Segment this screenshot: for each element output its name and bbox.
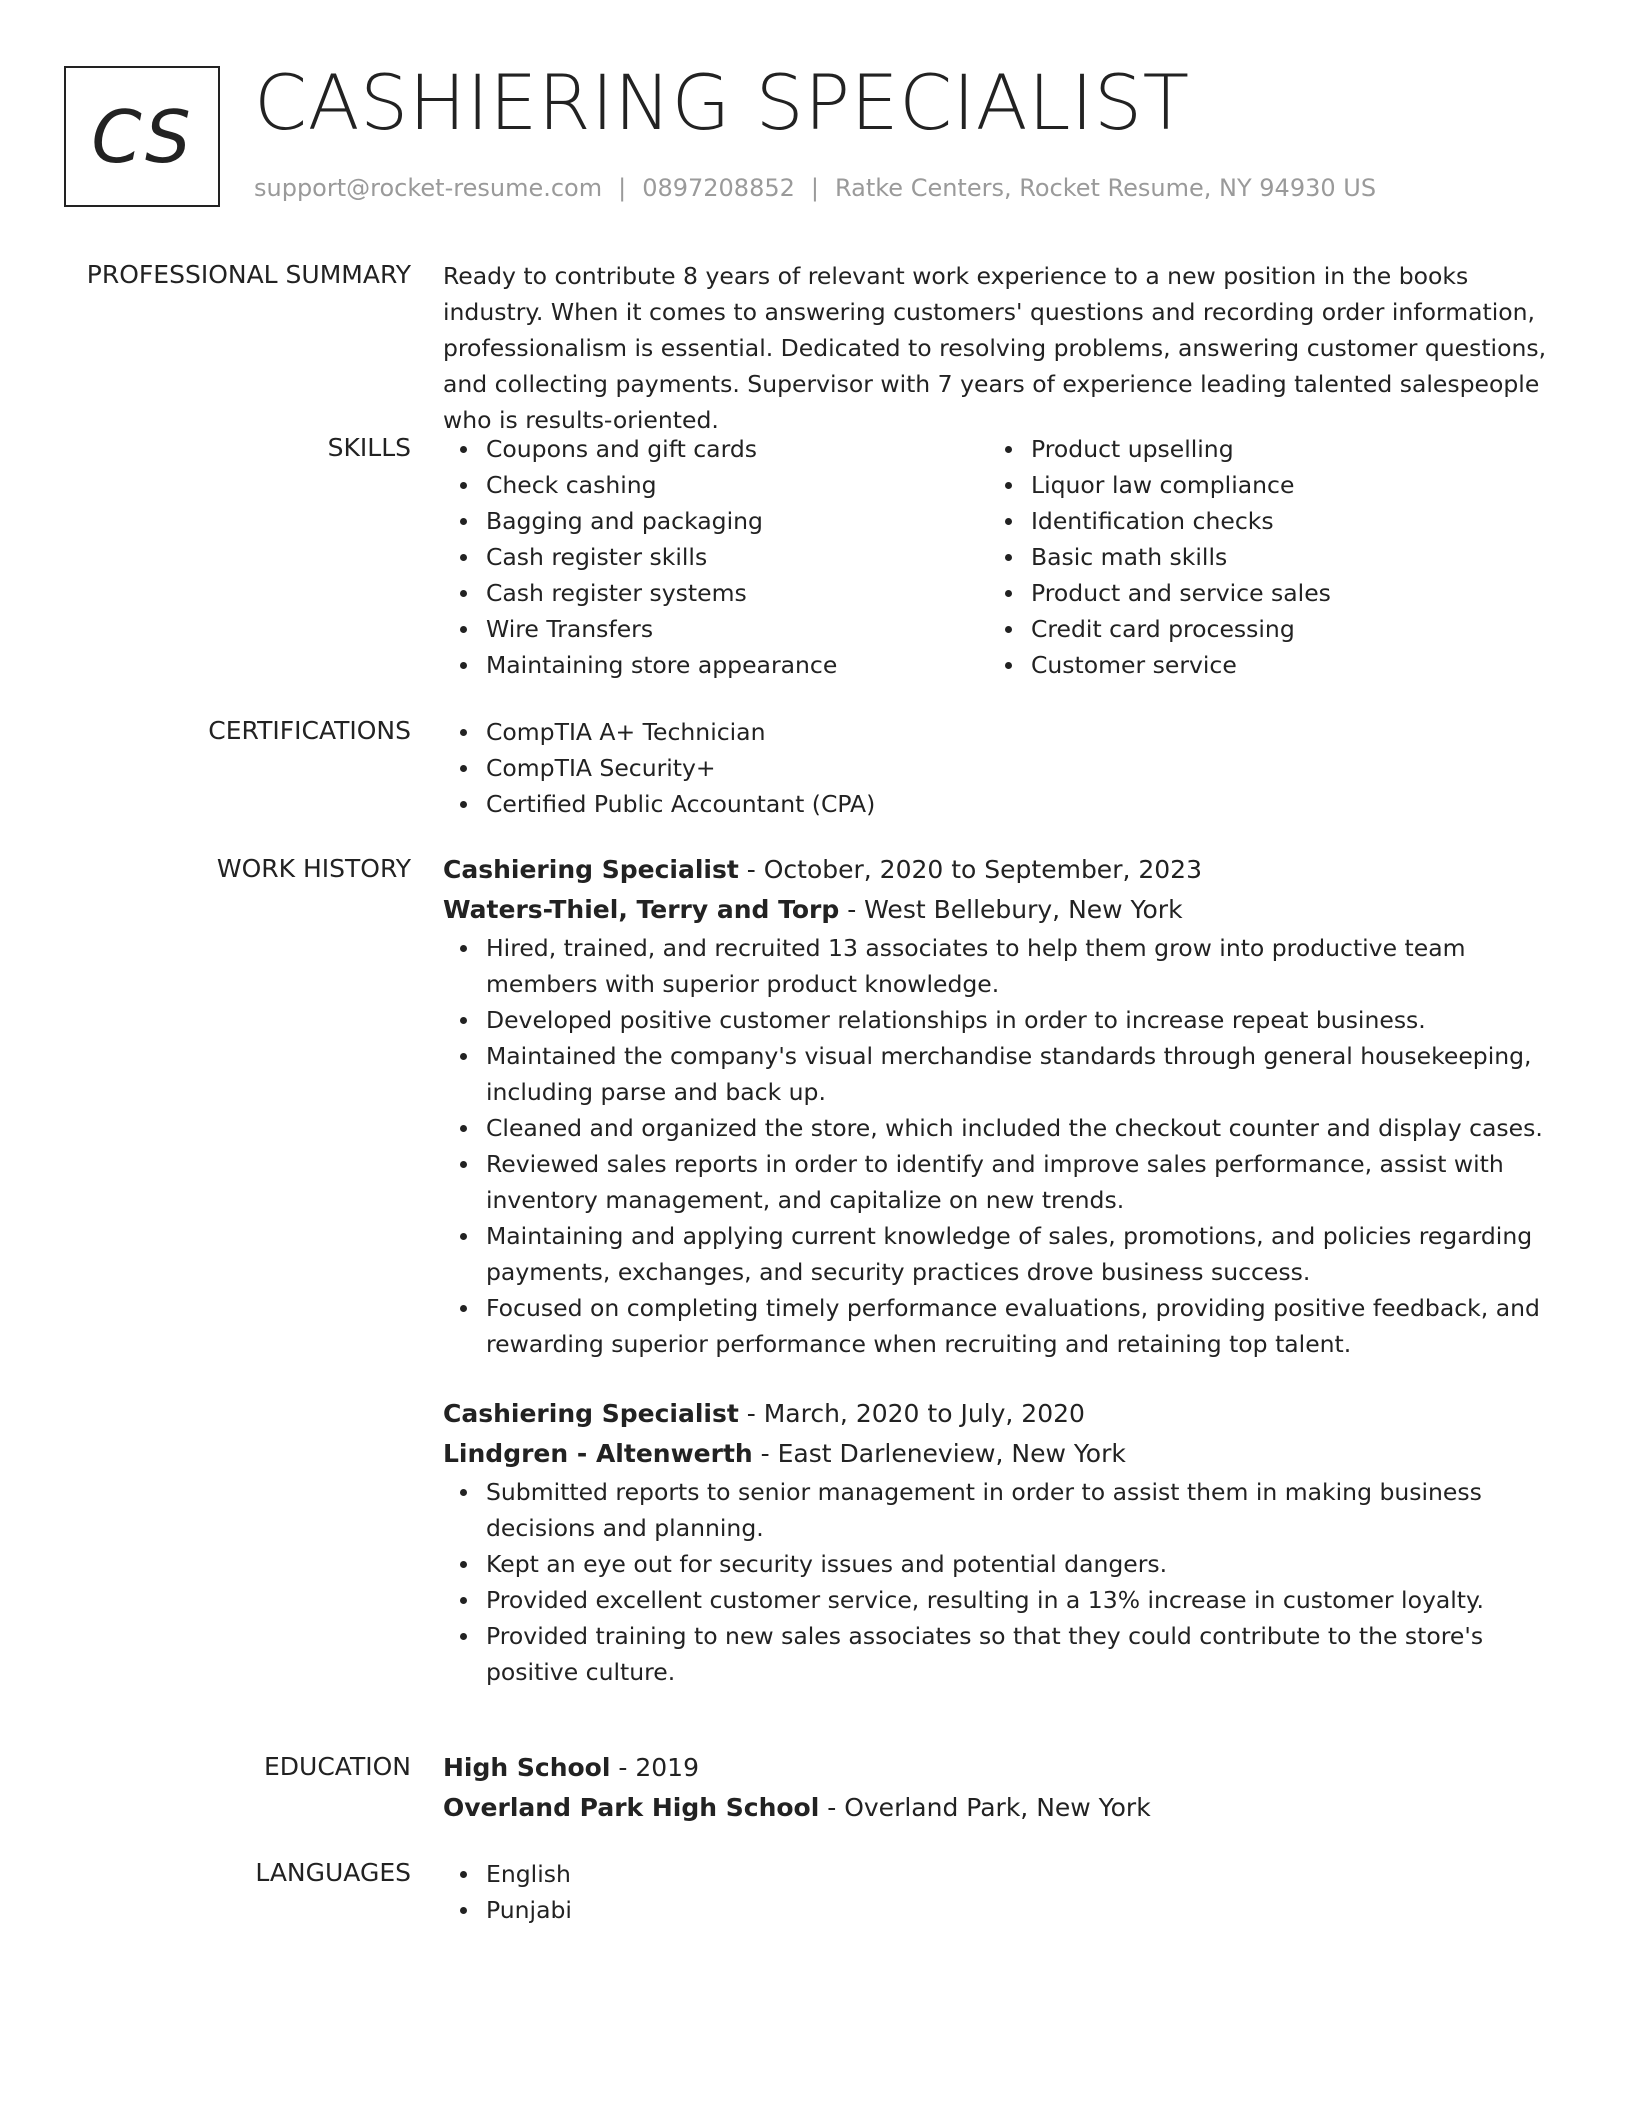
job-employer-line — [443, 890, 1553, 930]
contact-address: Ratke Centers, Rocket Resume, NY 94930 US — [834, 174, 1377, 202]
job-location: - West Bellebury, New York — [839, 895, 1183, 924]
section-label-summary: PROFESSIONAL SUMMARY — [86, 260, 411, 289]
skill-item: Customer service — [988, 647, 1533, 683]
summary-body — [443, 258, 1553, 438]
job-bullet: Reviewed sales reports in order to identify and improve sales performance, assist with inventory management, and capitalize on new trends. — [443, 1146, 1553, 1218]
skill-item: Wire Transfers — [443, 611, 988, 647]
job-location: - East Darleneview, New York — [752, 1439, 1126, 1468]
section-label-languages: LANGUAGES — [255, 1858, 411, 1887]
skill-item: Cash register systems — [443, 575, 988, 611]
skill-item: Basic math skills — [988, 539, 1533, 575]
job-entry — [443, 850, 1553, 1362]
section-label-education: EDUCATION — [264, 1752, 411, 1781]
work-history-body — [443, 850, 1553, 1690]
skill-item: Cash register skills — [443, 539, 988, 575]
job-title-line — [443, 1394, 1553, 1434]
skill-item: Check cashing — [443, 467, 988, 503]
job-employer: Lindgren - Altenwerth — [443, 1439, 753, 1468]
skills-column-right — [988, 431, 1533, 683]
education-year: - 2019 — [610, 1753, 699, 1782]
certifications-body — [443, 714, 1553, 822]
job-bullet: Maintaining and applying current knowledge of sales, promotions, and policies regarding payments, exchanges, and security practices drove business success. — [443, 1218, 1553, 1290]
certification-item: Certified Public Accountant (CPA) — [443, 786, 1553, 822]
job-title: Cashiering Specialist — [443, 1399, 739, 1428]
certification-item: CompTIA Security+ — [443, 750, 1553, 786]
certification-item: CompTIA A+ Technician — [443, 714, 1553, 750]
education-body — [443, 1748, 1553, 1828]
skill-item: Coupons and gift cards — [443, 431, 988, 467]
job-dates: - March, 2020 to July, 2020 — [738, 1399, 1085, 1428]
skill-item: Identification checks — [988, 503, 1533, 539]
section-label-work-history: WORK HISTORY — [216, 854, 411, 883]
skill-item: Product and service sales — [988, 575, 1533, 611]
job-dates: - October, 2020 to September, 2023 — [738, 855, 1202, 884]
language-item: English — [443, 1856, 1553, 1892]
contact-email: support@rocket-resume.com — [254, 174, 603, 202]
education-degree: High School — [443, 1753, 611, 1782]
job-bullet: Maintained the company's visual merchandise standards through general housekeeping, including parse and back up. — [443, 1038, 1553, 1110]
job-entry — [443, 1394, 1553, 1690]
job-bullet: Kept an eye out for security issues and potential dangers. — [443, 1546, 1553, 1582]
job-bullet: Provided training to new sales associates so that they could contribute to the store's positive culture. — [443, 1618, 1553, 1690]
skill-item: Maintaining store appearance — [443, 647, 988, 683]
job-bullet: Submitted reports to senior management in order to assist them in making business decisions and planning. — [443, 1474, 1553, 1546]
page-title: CASHIERING SPECIALIST — [254, 58, 1190, 147]
skill-item: Credit card processing — [988, 611, 1533, 647]
job-bullet: Developed positive customer relationships in order to increase repeat business. — [443, 1002, 1553, 1038]
job-bullet: Focused on completing timely performance evaluations, providing positive feedback, and rewarding superior performance when recruiting and retaining top talent. — [443, 1290, 1553, 1362]
education-school: Overland Park High School — [443, 1793, 820, 1822]
job-bullet: Cleaned and organized the store, which included the checkout counter and display cases. — [443, 1110, 1553, 1146]
contact-line — [254, 172, 1376, 204]
contact-separator: | — [618, 174, 627, 202]
job-title: Cashiering Specialist — [443, 855, 739, 884]
skill-item: Bagging and packaging — [443, 503, 988, 539]
education-location: - Overland Park, New York — [819, 1793, 1151, 1822]
job-employer: Waters-Thiel, Terry and Torp — [443, 895, 840, 924]
skill-item: Product upselling — [988, 431, 1533, 467]
section-label-certifications: CERTIFICATIONS — [208, 716, 411, 745]
contact-phone: 0897208852 — [642, 174, 795, 202]
language-item: Punjabi — [443, 1892, 1553, 1928]
job-title-line — [443, 850, 1553, 890]
contact-separator: | — [810, 174, 819, 202]
education-degree-line — [443, 1748, 1553, 1788]
skills-column-left — [443, 431, 988, 683]
languages-body — [443, 1856, 1553, 1928]
skills-body — [443, 431, 1553, 683]
skill-item: Liquor law compliance — [988, 467, 1533, 503]
job-bullet: Provided excellent customer service, resulting in a 13% increase in customer loyalty. — [443, 1582, 1553, 1618]
monogram-logo: CS — [64, 66, 220, 207]
job-bullet: Hired, trained, and recruited 13 associates to help them grow into productive team members with superior product knowledge. — [443, 930, 1553, 1002]
section-label-skills: SKILLS — [327, 433, 411, 462]
summary-text: Ready to contribute 8 years of relevant work experience to a new position in the books industry. When it comes to answering customers' questions and recording order information, professionalism is essential. Dedicated to resolving problems, answering customer questions, and collecting payments. Supervisor with 7 years of experience leading talented salespeople who is results-oriented. — [443, 262, 1547, 434]
education-school-line — [443, 1788, 1553, 1828]
job-employer-line — [443, 1434, 1553, 1474]
